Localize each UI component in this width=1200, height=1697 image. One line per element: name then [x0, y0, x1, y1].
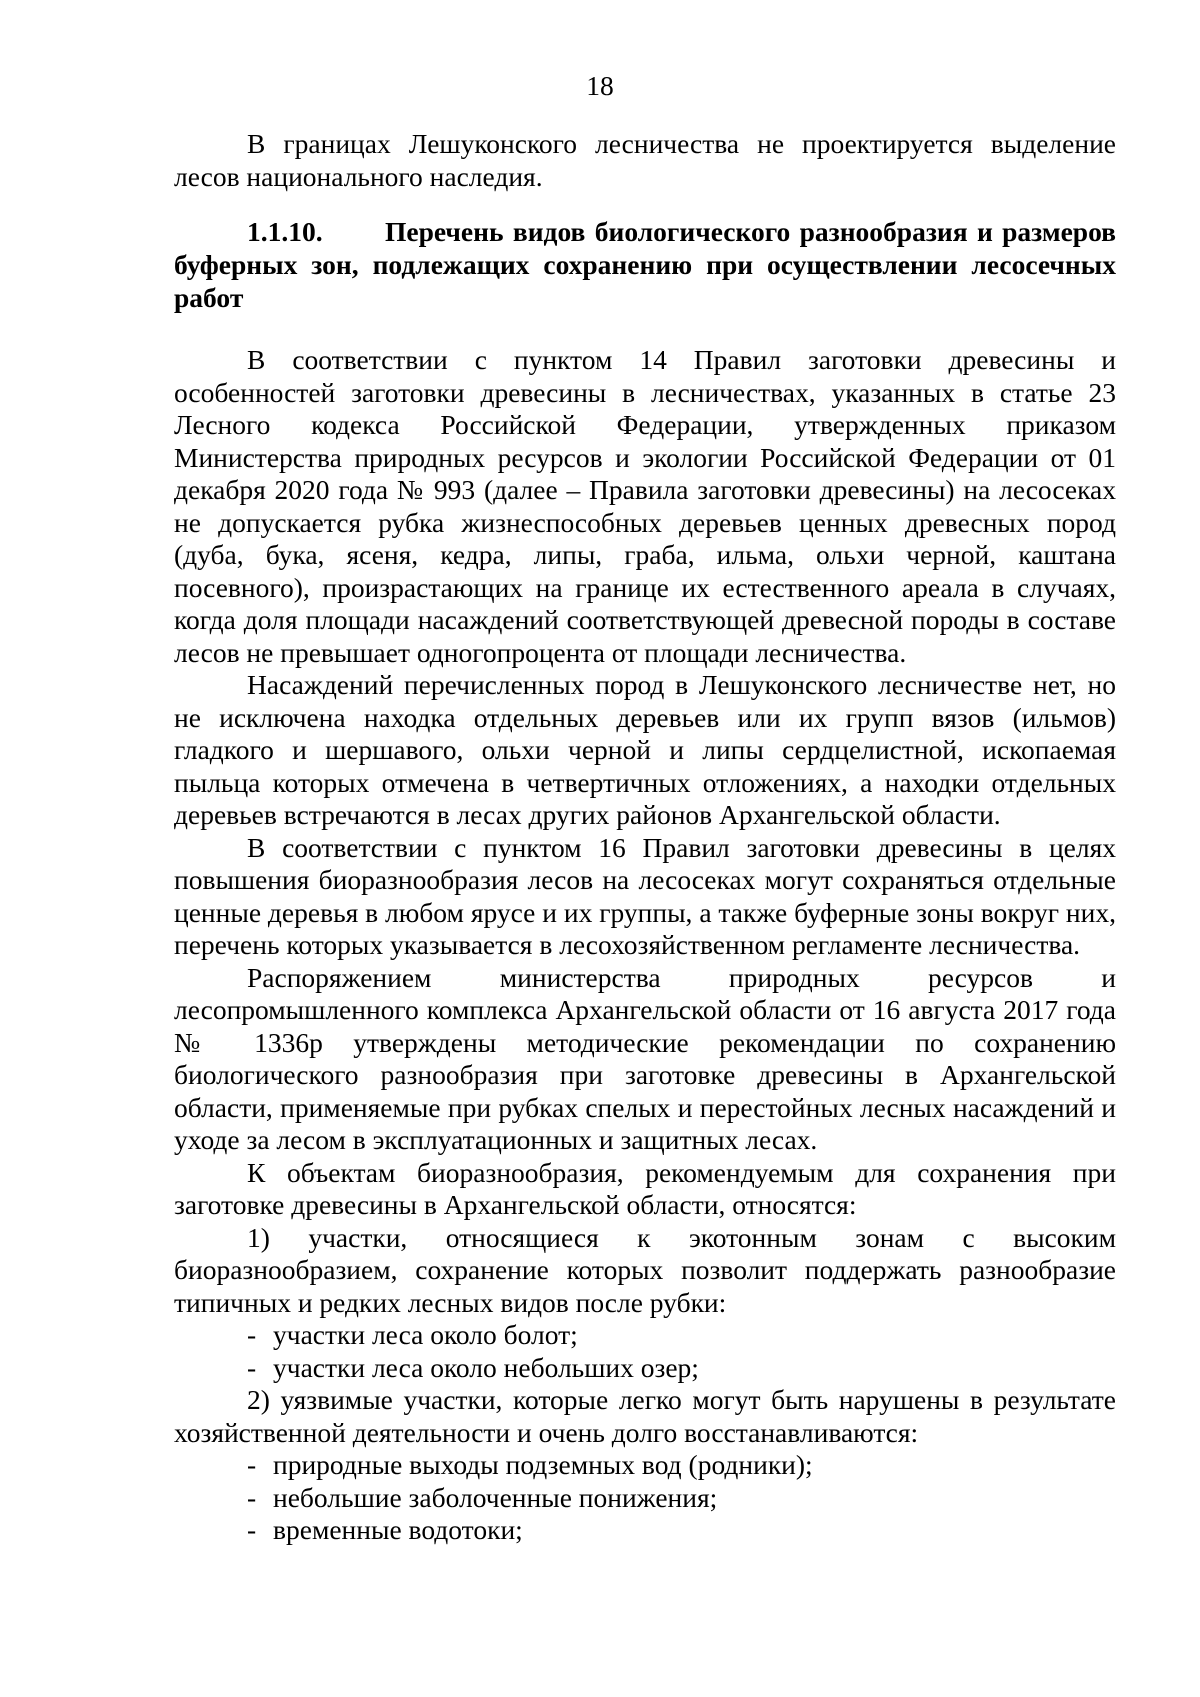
paragraph-4: Распоряжением министерства природных ресурсов и лесопромышленного комплекса Архангельской области от 16 августа 2017 года № 1336р утверждены методические рекомендации по сохранению биологического разнообразия при заготовке древесины в Архангельской области, применяемые при рубках спелых и перестойных лесных насаждений и уходе за лесом в эксплуатационных и защитных лесах.	[174, 961, 1116, 1155]
list-item-text: участки леса около небольших озер;	[273, 1351, 699, 1383]
document-body	[174, 128, 1116, 1547]
list-item	[174, 1319, 1116, 1352]
paragraph-2: Насаждений перечисленных пород в Лешуконского лесничестве нет, но не исключена находка отдельных деревьев или их групп вязов (ильмов) гладкого и шершавого, ольхи черной и липы сердцелистной, ископаемая пыльца которых отмечена в четвертичных отложениях, а находки отдельных деревьев встречаются в лесах других районов Архангельской области.	[174, 669, 1116, 830]
list-item-text: временные водотоки;	[273, 1514, 523, 1545]
list-dash: -	[247, 1449, 257, 1480]
section-title: Перечень видов биологического разнообразия и размеров буферных зон, подлежащих сохранению при осуществлении лесосечных работ	[174, 216, 1116, 313]
section-heading	[174, 215, 1116, 314]
paragraph-5: К объектам биоразнообразия, рекомендуемым для сохранения при заготовке древесины в Архангельской области, относятся:	[174, 1156, 1116, 1220]
list-item	[174, 1482, 1116, 1515]
list-dash: -	[247, 1481, 257, 1513]
list-dash: -	[247, 1514, 257, 1545]
section-number: 1.1.10.	[247, 216, 323, 247]
paragraph-6: 1) участки, относящиеся к экотонным зонам с высоким биоразнообразием, сохранение которых позволит поддержать разнообразие типичных и редких лесных видов после рубки:	[174, 1221, 1116, 1318]
list-item-text: небольшие заболоченные понижения;	[273, 1481, 718, 1513]
list-item	[174, 1449, 1116, 1482]
list-dash: -	[247, 1319, 257, 1350]
list-item	[174, 1514, 1116, 1547]
paragraph-1: В соответствии с пунктом 14 Правил заготовки древесины и особенностей заготовки древесины в лесничествах, указанных в статье 23 Лесного кодекса Российской Федерации, утвержденных приказом Министерства природных ресурсов и экологии Российской Федерации от 01 декабря 2020 года № 993 (далее – Правила заготовки древесины) на лесосеках не допускается рубка жизнеспособных деревьев ценных древесных пород (дуба, бука, ясеня, кедра, липы, граба, ильма, ольхи черной, каштана посевного), произрастающих на границе их естественного ареала в случаях, когда доля площади насаждений соответствующей древесной породы в составе лесов не превышает одногопроцента от площади лесничества.	[174, 344, 1116, 668]
list-dash: -	[247, 1351, 257, 1383]
paragraph-7: 2) уязвимые участки, которые легко могут быть нарушены в результате хозяйственной деятельности и очень долго восстанавливаются:	[174, 1384, 1116, 1448]
list-item	[174, 1352, 1116, 1385]
list-item-text: природные выходы подземных вод (родники);	[273, 1449, 813, 1480]
page-number: 18	[586, 70, 614, 101]
intro-paragraph: В границах Лешуконского лесничества не проектируется выделение лесов национального наследия.	[174, 128, 1116, 192]
list-item-text: участки леса около болот;	[273, 1319, 578, 1350]
paragraph-3: В соответствии с пунктом 16 Правил заготовки древесины в целях повышения биоразнообразия лесов на лесосеках могут сохраняться отдельные ценные деревья в любом ярусе и их группы, а также буферные зоны вокруг них, перечень которых указывается в лесохозяйственном регламенте лесничества.	[174, 831, 1116, 960]
